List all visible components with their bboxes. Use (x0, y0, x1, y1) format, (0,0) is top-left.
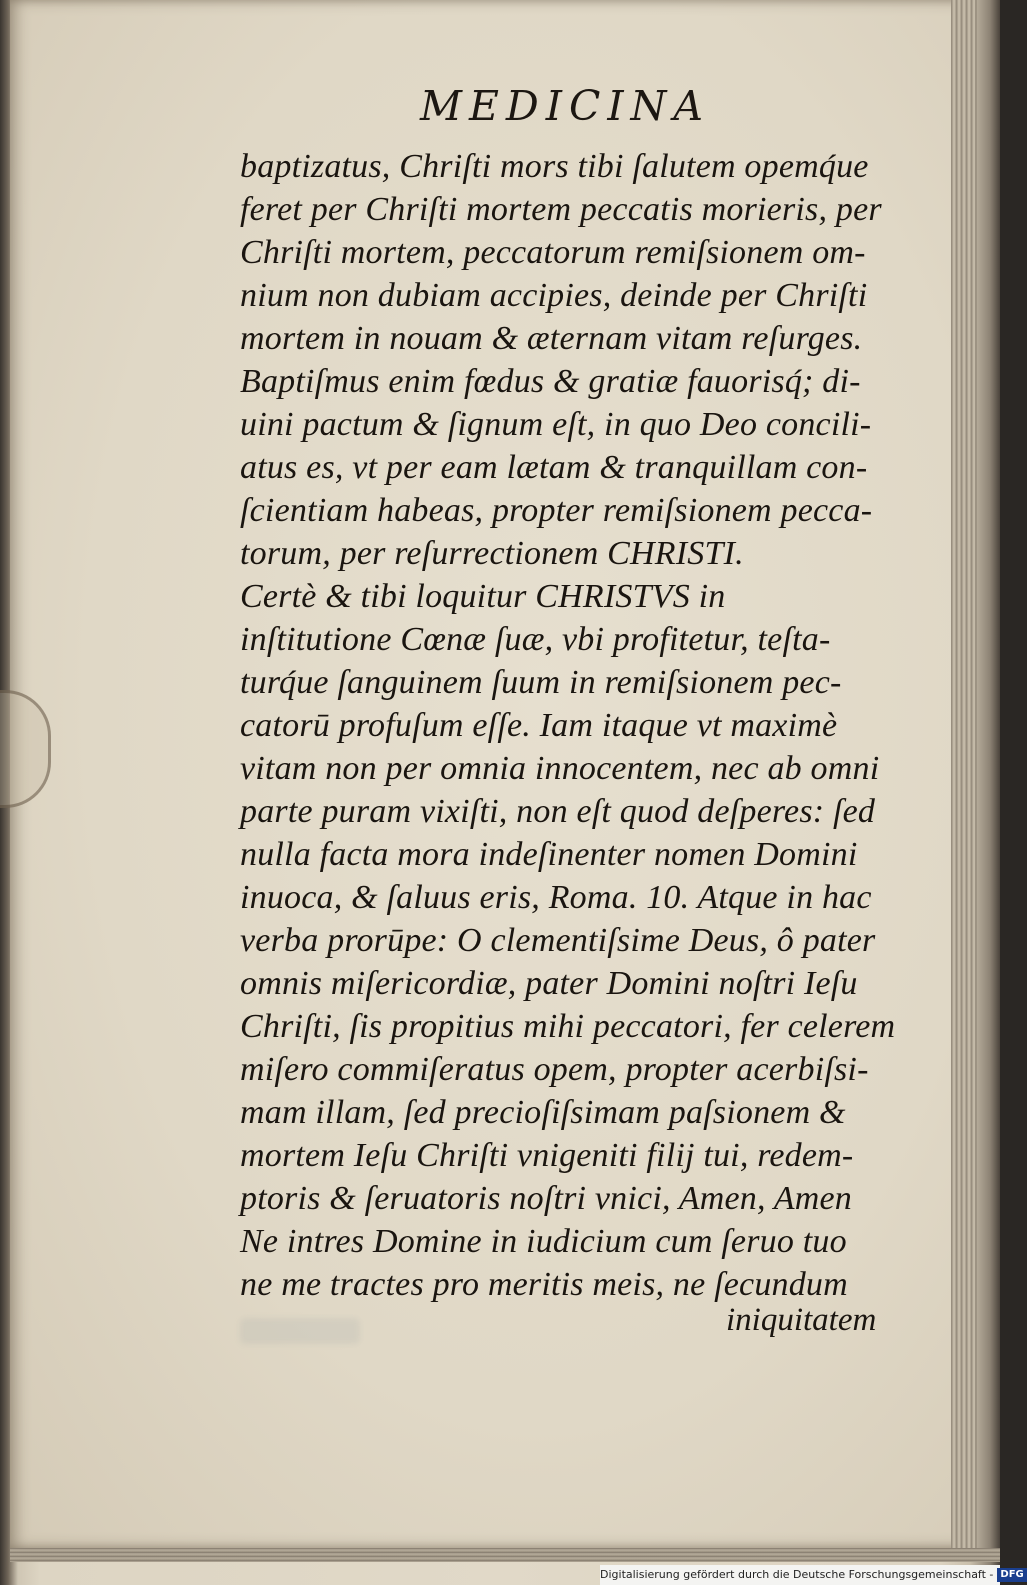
text-line: Baptiſmus enim fœdus & gratiæ fauorisq́; di- (240, 363, 861, 400)
text-line: vitam non per omnia innocentem, nec ab omni (240, 750, 880, 787)
text-line: Chriſti, ſis propitius mihi peccatori, fer celerem (240, 1008, 896, 1045)
show-through-stain (240, 1318, 360, 1344)
text-line: mortem in nouam & æternam vitam reſurges. (240, 320, 863, 357)
text-line: ſcientiam habeas, propter remiſsionem pecca- (240, 492, 873, 529)
text-line: inuoca, & ſaluus eris, Roma. 10. Atque in hac (240, 879, 872, 916)
dfg-logo-icon: DFG (997, 1568, 1026, 1582)
catchword: iniquitatem (726, 1302, 877, 1338)
text-line: feret per Chriſti mortem peccatis morieris, per (240, 191, 882, 228)
text-line: uini pactum & ſignum eſt, in quo Deo concili- (240, 406, 872, 443)
text-line: turq́ue ſanguinem ſuum in remiſsionem pec- (240, 664, 842, 701)
text-line: baptizatus, Chriſti mors tibi ſalutem opemq́ue (240, 148, 869, 185)
text-line: omnis miſericordiæ, pater Domini noſtri Ieſu (240, 965, 858, 1002)
text-line: nium non dubiam accipies, deinde per Chriſti (240, 277, 868, 314)
text-line: mortem Ieſu Chriſti vnigeniti filij tui, redem- (240, 1137, 854, 1174)
text-line: torum, per reſurrectionem CHRISTI. (240, 535, 744, 572)
page-edge-stack (951, 0, 975, 1548)
text-line: Certè & tibi loquitur CHRISTVS in (240, 578, 726, 615)
text-line: mam illam, ſed precioſiſsimam paſsionem & (240, 1094, 846, 1131)
text-line: Ne intres Domine in iudicium cum ſeruo tuo (240, 1223, 847, 1260)
digitization-credit-bar (600, 1565, 1024, 1585)
text-line: miſero commiſeratus opem, propter acerbiſsi- (240, 1051, 869, 1088)
running-head: MEDICINA (420, 82, 711, 130)
text-line: parte puram vixiſti, non eſt quod deſperes: ſed (240, 793, 876, 830)
text-line: verba prorūpe: O clementiſsime Deus, ô pater (240, 922, 876, 959)
text-line: Chriſti mortem, peccatorum remiſsionem om- (240, 234, 866, 271)
text-line: ptoris & ſeruatoris noſtri vnici, Amen, Amen (240, 1180, 852, 1217)
page-bottom-edge (10, 1548, 1000, 1562)
text-line: ne me tractes pro meritis meis, ne ſecundum (240, 1266, 848, 1303)
text-line: nulla facta mora indeſinenter nomen Domini (240, 836, 858, 873)
text-line: inſtitutione Cœnæ ſuæ, vbi profitetur, teſta- (240, 621, 831, 658)
credit-text: Digitalisierung gefördert durch die Deutsche Forschungsgemeinschaft - (600, 1568, 994, 1581)
text-line: catorū profuſum eſſe. Iam itaque vt maximè (240, 707, 838, 744)
text-line: atus es, vt per eam lætam & tranquillam con- (240, 449, 868, 486)
